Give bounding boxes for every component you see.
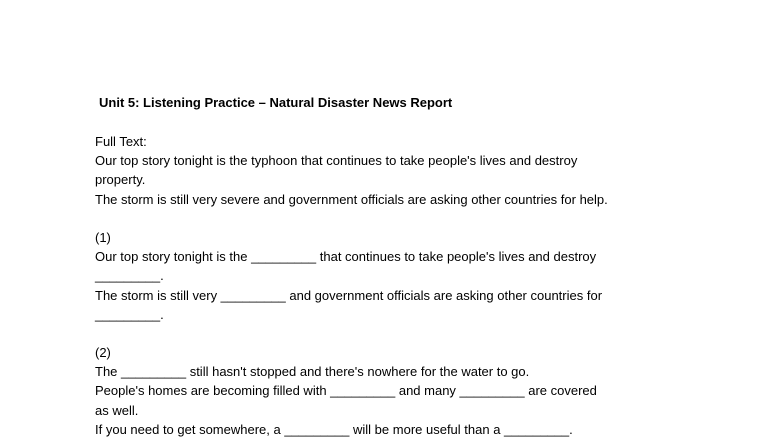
section-1-line: The storm is still very _________ and government officials are asking other countries for — [95, 287, 603, 303]
full-text-line: Our top story tonight is the typhoon that continues to take people's lives and destroy — [95, 153, 578, 169]
full-text-label: Full Text: — [95, 134, 147, 149]
section-1-line: _________. — [95, 268, 164, 284]
full-text-line: property. — [95, 172, 146, 188]
section-1-line: _________. — [95, 306, 164, 322]
document-title: Unit 5: Listening Practice – Natural Disaster News Report — [99, 95, 453, 110]
section-2-line: If you need to get somewhere, a _________ will be more useful than a _________. — [95, 421, 573, 437]
section-2-line: The _________ still hasn't stopped and there's nowhere for the water to go. — [95, 364, 530, 380]
full-text-line: The storm is still very severe and government officials are asking other countries for help. — [95, 191, 608, 207]
section-2-line: as well. — [95, 402, 139, 418]
section-1-line: Our top story tonight is the _________ that continues to take people's lives and destroy — [95, 249, 597, 265]
section-1-label: (1) — [95, 229, 111, 245]
paragraph-gap — [95, 209, 735, 228]
section-2-line: People's homes are becoming filled with _________ and many _________ are covered — [95, 383, 597, 399]
document-body — [95, 132, 735, 439]
paragraph-gap — [95, 324, 735, 343]
section-2-label: (2) — [95, 345, 111, 361]
